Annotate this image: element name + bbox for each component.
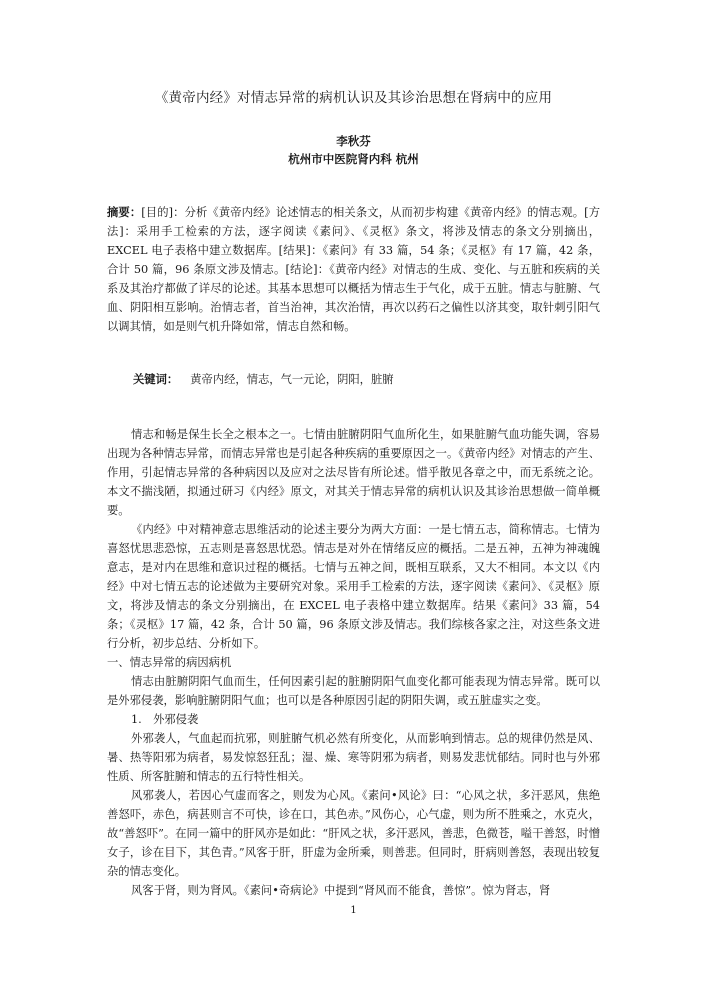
body-paragraph: 《内经》中对精神意志思维活动的论述主要分为两大方面：一是七情五志，简称情志。七情为喜怒忧思悲恐惊，五志则是喜怒思忧恐。情志是对外在情绪反应的概括。二是五神，五神为神魂魄意志，是对内在思维和意识过程的概括。七情与五神之间，既相互联系，又大不相同。本文以《内经》中对七情五志的论述做为主要研究对象。采用手工检索的方法，逐字阅读《素问》、《灵枢》原文，将涉及情志的条文分别摘出，在 EXCEL 电子表格中建立数据库。结果《素问》33 篇，54 条；《灵枢》17 篇，42 条，合计 50 篇，96 条原文涉及情志。我们综核各家之注，对这些条文进行分析，初步总结、分析如下。 — [107, 523, 600, 650]
keywords-text: 黄帝内经，情志，气一元论，阴阳，脏腑 — [190, 373, 394, 386]
body-paragraph: 风客于肾，则为肾风。《素问•奇病论》中提到“肾风而不能食，善惊”。惊为肾志，肾 — [131, 884, 551, 897]
subsection-heading: 1. 外邪侵袭 — [131, 713, 199, 726]
keywords — [107, 370, 600, 389]
body-text — [107, 425, 600, 900]
paper-title: 《黄帝内经》对情志异常的病机认识及其诊治思想在肾病中的应用 — [154, 90, 553, 106]
abstract-text: [目的]：分析《黄帝内经》论述情志的相关条文，从而初步构建《黄帝内经》的情志观。[方法]：采用手工检索的方法，逐字阅读《素问》、《灵枢》条文，将涉及情志的条文分别摘出，EXCEL 电子表格中建立数据库。[结果]：《素问》有 33 篇，54 条；《灵枢》有 17 篇，42 条，合计 50 篇，96 条原文涉及情志。[结论]：《黄帝内经》对情志的生成、变化、与五脏和疾病的关系及其治疗都做了详尽的论述。其基本思想可以概括为情志生于气化，成于五脏。情志与脏腑、气血、阴阳相互影响。治情志者，首当治神，其次治情，再次以药石之偏性以济其变，取针刺引阳气以调其情，如是则气机升降如常，情志自然和畅。 — [107, 206, 600, 333]
body-paragraph: 外邪袭人，气血起而抗邪，则脏腑气机必然有所变化，从而影响到情志。总的规律仍然是风、暑、热等阳邪为病者，易发惊怒狂乱；湿、燥、寒等阴邪为病者，则易发悲忧郁结。同时也与外邪性质、所客脏腑和情志的五行特性相关。 — [107, 732, 600, 783]
abstract-label: 摘要： — [107, 205, 142, 219]
section-heading: 一、情志异常的病因病机 — [107, 656, 232, 669]
body-paragraph: 情志由脏腑阴阳气血而生，任何因素引起的脏腑阴阳气血变化都可能表现为情志异常。既可以是外邪侵袭，影响脏腑阴阳气血；也可以是各种原因引起的阴阳失调，或五脏虚实之变。 — [107, 675, 600, 707]
author-affiliation: 杭州市中医院肾内科 杭州 — [288, 152, 419, 166]
abstract — [107, 203, 600, 336]
body-paragraph: 情志和畅是保生长全之根本之一。七情由脏腑阴阳气血所化生，如果脏腑气血功能失调，容易出现为各种情志异常，而情志异常也是引起各种疾病的重要原因之一。《黄帝内经》对情志的产生、作用，引起情志异常的各种病因以及应对之法尽皆有所论述。惜乎散见各章之中，而无系统之论。本文不揣浅陋，拟通过研习《内经》原文，对其关于情志异常的病机认识及其诊治思想做一简单概要。 — [107, 428, 600, 517]
body-paragraph: 风邪袭人，若因心气虚而客之，则发为心风。《素问•风论》曰：“心风之状，多汗恶风，焦绝善怒吓，赤色，病甚则言不可快，诊在口，其色赤。”风伤心，心气虚，则为所不胜乘之，水克火，故“善怒吓”。在同一篇中的肝风亦是如此：“肝风之状，多汗恶风，善悲，色微苍，嗌干善怒，时憎女子，诊在目下，其色青。”风客于肝，肝虚为金所乘，则善悲。但同时，肝病则善怒，表现出较复杂的情志变化。 — [107, 789, 600, 878]
keywords-label: 关键词： — [133, 372, 179, 386]
page-number: 1 — [350, 905, 357, 916]
author-name: 李秋芬 — [336, 134, 371, 148]
